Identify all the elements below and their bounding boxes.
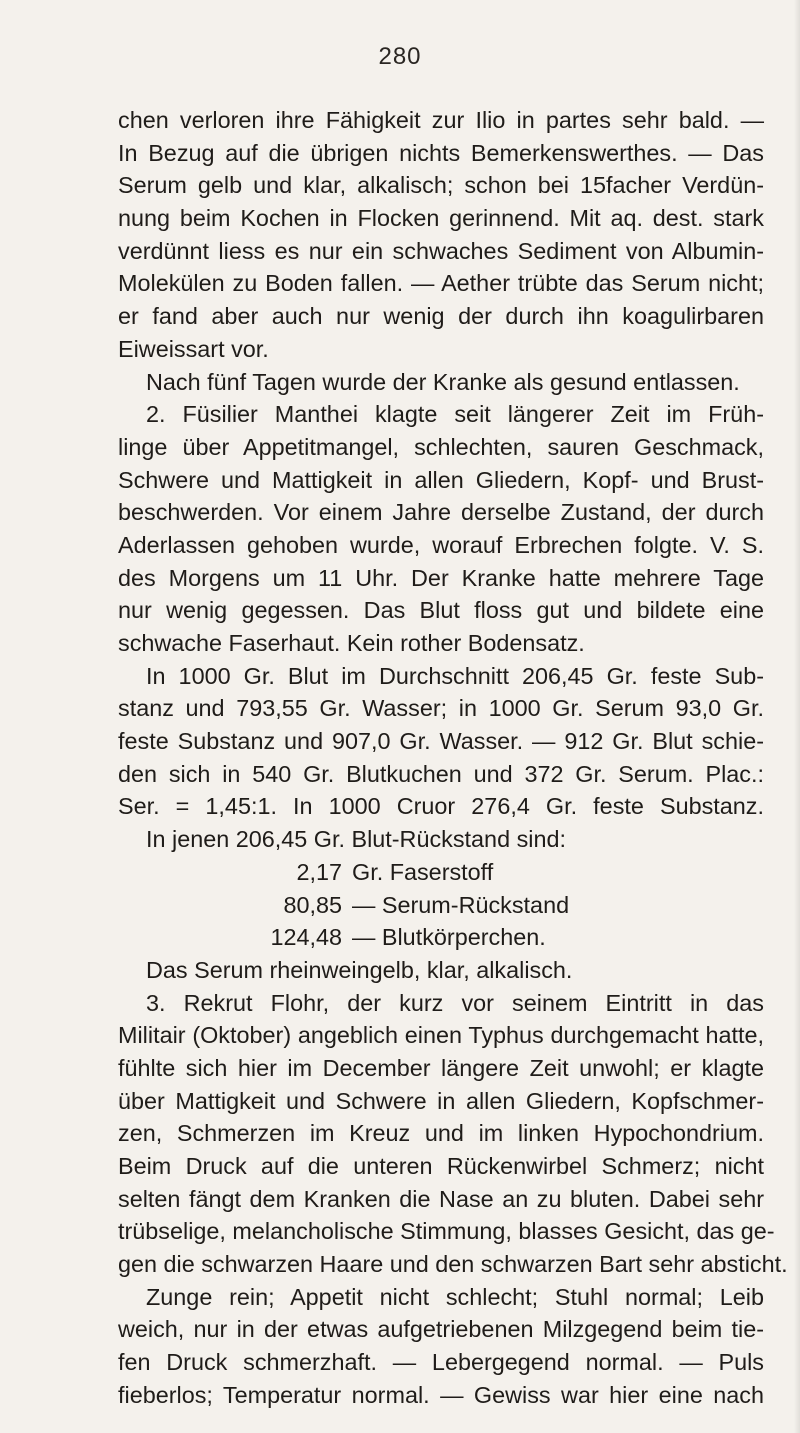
text-line: fieberlos; Temperatur normal. — Gewiss war hier eine nach [118, 1381, 764, 1408]
text-line: weich, nur in der etwas aufgetriebenen Milzgegend beim tie- [118, 1316, 764, 1343]
text-line: In jenen 206,45 Gr. Blut-Rückstand sind: [146, 826, 566, 853]
text-line: Aderlassen gehoben wurde, worauf Erbrechen folgte. V. S. [118, 531, 764, 558]
text-line: über Mattigkeit und Schwere in allen Gliedern, Kopfschmer- [118, 1087, 764, 1114]
text-line: gen die schwarzen Haare und den schwarzen Bart sehr absticht. [118, 1251, 788, 1278]
body-text [118, 104, 788, 1412]
text-line: beschwerden. Vor einem Jahre derselbe Zustand, der durch [118, 499, 764, 526]
table-value: 124,48 [270, 924, 342, 951]
text-line: trübselige, melancholische Stimmung, blasses Gesicht, das ge- [118, 1218, 775, 1245]
text-line: Beim Druck auf die unteren Rückenwirbel Schmerz; nicht [118, 1153, 764, 1179]
text-line: er fand aber auch nur wenig der durch ihn koagulirbaren [118, 303, 764, 330]
table-value: 80,85 [283, 891, 342, 918]
text-line: Nach fünf Tagen wurde der Kranke als gesund entlassen. [146, 368, 740, 395]
table-row [118, 921, 764, 954]
text-line: In 1000 Gr. Blut im Durchschnitt 206,45 Gr. feste Sub- [146, 662, 764, 689]
text-line: Das Serum rheinweingelb, klar, alkalisch. [146, 956, 573, 983]
table-label: — Blutkörperchen. [352, 924, 546, 951]
text-line: nung beim Kochen in Flocken gerinnend. Mit aq. dest. stark [118, 205, 764, 232]
text-line: fühlte sich hier im December längere Zeit unwohl; er klagte [118, 1054, 764, 1081]
text-line: stanz und 793,55 Gr. Wasser; in 1000 Gr. Serum 93,0 Gr. [118, 695, 764, 722]
page-number: 280 [378, 43, 422, 70]
text-line: In Bezug auf die übrigen nichts Bemerkenswerthes. — Das [118, 139, 764, 166]
text-line: Ser. = 1,45:1. In 1000 Cruor 276,4 Gr. feste Substanz. [118, 793, 764, 820]
text-line: Serum gelb und klar, alkalisch; schon bei 15facher Verdün- [118, 172, 764, 199]
text-line: Molekülen zu Boden fallen. — Aether trübte das Serum nicht; [118, 270, 764, 297]
text-line: Eiweissart vor. [118, 335, 269, 362]
text-line: 3. Rekrut Flohr, der kurz vor seinem Eintritt in das [146, 989, 764, 1016]
text-line: zen, Schmerzen im Kreuz und im linken Hypochondrium. [118, 1120, 764, 1147]
text-line: nur wenig gegessen. Das Blut floss gut und bildete eine [118, 597, 764, 624]
table-label: — Serum-Rückstand [352, 891, 570, 918]
text-line: selten fängt dem Kranken die Nase an zu bluten. Dabei sehr [118, 1185, 764, 1212]
text-line: schwache Faserhaut. Kein rother Bodensatz. [118, 630, 585, 656]
table-row [118, 889, 764, 922]
text-line: 2. Füsilier Manthei klagte seit längerer Zeit im Früh- [146, 401, 764, 428]
text-line: Schwere und Mattigkeit in allen Gliedern, Kopf- und Brust- [118, 466, 764, 493]
text-line: feste Substanz und 907,0 Gr. Wasser. — 912 Gr. Blut schie- [118, 728, 764, 755]
text-line: Zunge rein; Appetit nicht schlecht; Stuhl normal; Leib [146, 1283, 764, 1310]
text-line: des Morgens um 11 Uhr. Der Kranke hatte mehrere Tage [118, 564, 764, 591]
page-edge-shadow [794, 0, 800, 1433]
table-value: 2,17 [296, 858, 342, 885]
text-line: linge über Appetitmangel, schlechten, sauren Geschmack, [118, 433, 764, 460]
table-label: Gr. Faserstoff [352, 858, 494, 885]
text-line: verdünnt liess es nur ein schwaches Sediment von Albumin- [118, 237, 764, 264]
text-line: Militair (Oktober) angeblich einen Typhus durchgemacht hatte, [118, 1022, 764, 1049]
text-line: fen Druck schmerzhaft. — Lebergegend normal. — Puls [118, 1349, 764, 1376]
text-line: chen verloren ihre Fähigkeit zur Ilio in partes sehr bald. — [118, 107, 764, 133]
text-line: den sich in 540 Gr. Blutkuchen und 372 Gr. Serum. Plac.: [118, 760, 764, 787]
table-row [118, 856, 764, 889]
